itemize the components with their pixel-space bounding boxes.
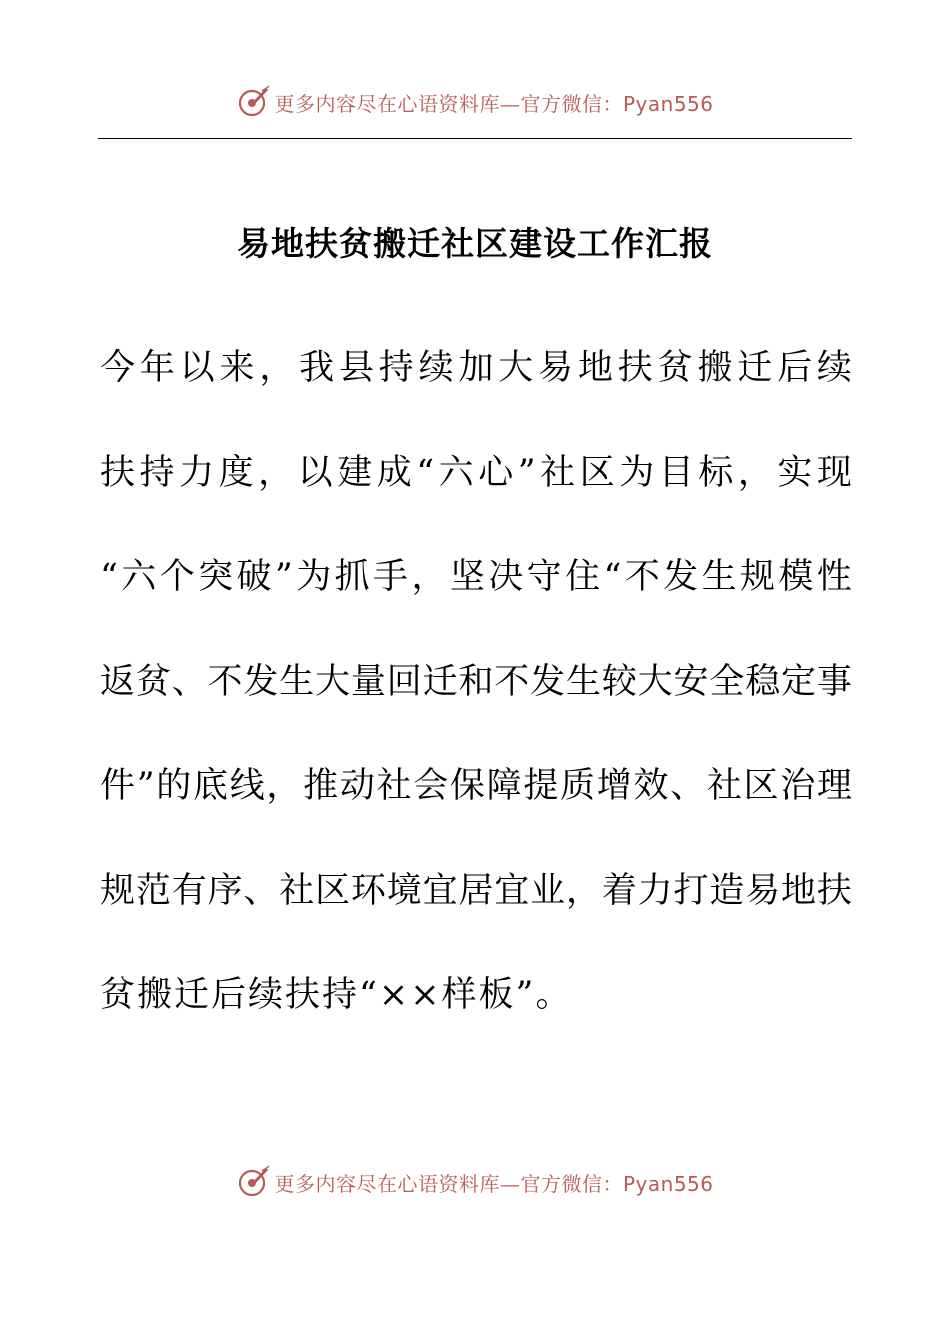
body-char: ， xyxy=(266,766,302,806)
body-char: 居 xyxy=(458,870,494,911)
body-char: 住 xyxy=(565,557,601,597)
body-char: 为 xyxy=(619,452,655,493)
body-char: 规 xyxy=(100,870,136,911)
body-char: “ xyxy=(416,452,435,493)
footer-wechat-handle: Pyan556 xyxy=(622,1171,714,1196)
body-line xyxy=(100,650,852,755)
body-char: 社 xyxy=(279,870,315,911)
body-char: 安 xyxy=(673,661,709,702)
body-char: 后 xyxy=(777,348,813,388)
body-char: 动 xyxy=(339,766,375,806)
body-char: 个 xyxy=(159,557,195,597)
body-char: 今 xyxy=(100,348,136,388)
body-char: 县 xyxy=(338,348,374,388)
body-char: 标 xyxy=(698,452,734,493)
body-char: 社 xyxy=(706,766,742,806)
body-char: 效 xyxy=(633,766,669,806)
body-char: 、 xyxy=(670,766,706,806)
body-char: ， xyxy=(737,452,773,493)
body-char: 扶 xyxy=(816,870,852,911)
body-char: 我 xyxy=(299,348,335,388)
body-char: 目 xyxy=(658,452,694,493)
body-char: 力 xyxy=(179,452,215,493)
body-char: 的 xyxy=(156,766,192,806)
body-char: 底 xyxy=(193,766,229,806)
header-divider xyxy=(98,138,852,139)
body-line xyxy=(100,336,852,441)
body-char: 会 xyxy=(413,766,449,806)
body-char: 心 xyxy=(478,452,514,493)
header-banner xyxy=(0,82,950,122)
body-char: 扶 xyxy=(100,452,136,493)
body-char: 生 xyxy=(565,661,601,702)
body-char: ” xyxy=(517,452,536,493)
body-char: 较 xyxy=(601,661,637,702)
body-char: 突 xyxy=(198,557,234,597)
body-char: ， xyxy=(565,870,601,911)
body-char: 社 xyxy=(376,766,412,806)
body-char: 扶 xyxy=(617,348,653,388)
body-char: 环 xyxy=(350,870,386,911)
body-char: 宜 xyxy=(422,870,458,911)
body-char: 事 xyxy=(816,661,852,702)
body-char: “ xyxy=(603,557,622,597)
body-char: 打 xyxy=(673,870,709,911)
document-body xyxy=(100,336,852,1068)
body-char: 量 xyxy=(350,661,386,702)
body-char: 建 xyxy=(337,452,373,493)
body-char: 发 xyxy=(663,557,699,597)
body-char: 决 xyxy=(488,557,524,597)
body-char: 搬 xyxy=(697,348,733,388)
body-line xyxy=(100,859,852,964)
header-banner-text xyxy=(274,88,713,117)
body-char: 造 xyxy=(709,870,745,911)
body-char: 为 xyxy=(296,557,332,597)
footer-banner xyxy=(0,1162,950,1202)
body-char: 以 xyxy=(297,452,333,493)
body-char: 成 xyxy=(376,452,412,493)
body-char: 发 xyxy=(530,661,566,702)
quill-circle-icon xyxy=(236,85,270,119)
header-wechat-label: 官方微信： xyxy=(520,91,623,116)
body-char: 生 xyxy=(279,661,315,702)
body-char: 易 xyxy=(538,348,574,388)
body-char: 度 xyxy=(218,452,254,493)
body-char: 六 xyxy=(121,557,157,597)
body-char: ” xyxy=(274,557,293,597)
body-char: 大 xyxy=(637,661,673,702)
body-char: 规 xyxy=(739,557,775,597)
body-char: 保 xyxy=(449,766,485,806)
body-char: 贫 xyxy=(135,661,171,702)
footer-brand: 更多内容尽在心语资料库 xyxy=(274,1171,500,1196)
body-char: 性 xyxy=(816,557,852,597)
body-char: 坚 xyxy=(449,557,485,597)
body-char: 境 xyxy=(386,870,422,911)
body-char: “ xyxy=(100,557,118,597)
body-char: 模 xyxy=(778,557,814,597)
body-line xyxy=(100,545,852,650)
body-char: 、 xyxy=(171,661,207,702)
body-char: 六 xyxy=(438,452,474,493)
body-char: 范 xyxy=(135,870,171,911)
body-char: 返 xyxy=(100,661,136,702)
body-line xyxy=(100,754,852,859)
body-char: 线 xyxy=(229,766,265,806)
body-char: 序 xyxy=(207,870,243,911)
body-char: 迁 xyxy=(737,348,773,388)
body-char: 实 xyxy=(777,452,813,493)
body-char: 质 xyxy=(560,766,596,806)
body-char: 年 xyxy=(139,348,175,388)
body-char: 守 xyxy=(526,557,562,597)
body-char: 稳 xyxy=(745,661,781,702)
body-char: 、 xyxy=(243,870,279,911)
body-char: 地 xyxy=(781,870,817,911)
body-char: ” xyxy=(136,766,155,806)
body-char: 障 xyxy=(486,766,522,806)
body-char: 易 xyxy=(745,870,781,911)
body-char: 大 xyxy=(315,661,351,702)
body-char: 社 xyxy=(540,452,576,493)
body-char: 区 xyxy=(579,452,615,493)
footer-separator: — xyxy=(499,1171,521,1196)
body-char: 推 xyxy=(303,766,339,806)
body-char: 着 xyxy=(601,870,637,911)
body-line: 贫搬迁后续扶持“××样板”。 xyxy=(100,975,573,1015)
body-char: 有 xyxy=(171,870,207,911)
body-char: 区 xyxy=(743,766,779,806)
body-char: 迁 xyxy=(422,661,458,702)
body-char: 业 xyxy=(530,870,566,911)
body-char: 力 xyxy=(637,870,673,911)
body-char: 增 xyxy=(596,766,632,806)
footer-wechat-label: 官方微信： xyxy=(520,1171,623,1196)
body-char: 续 xyxy=(418,348,454,388)
body-line xyxy=(100,441,852,546)
header-separator: — xyxy=(499,91,521,116)
body-char: 大 xyxy=(498,348,534,388)
body-char: 发 xyxy=(243,661,279,702)
header-wechat-handle: Pyan556 xyxy=(622,91,714,116)
body-char: 全 xyxy=(709,661,745,702)
body-char: 回 xyxy=(386,661,422,702)
body-char: 生 xyxy=(701,557,737,597)
body-char: 地 xyxy=(577,348,613,388)
footer-banner-text xyxy=(274,1168,713,1197)
body-char: 和 xyxy=(458,661,494,702)
body-char: 持 xyxy=(378,348,414,388)
header-brand: 更多内容尽在心语资料库 xyxy=(274,91,500,116)
body-char: 不 xyxy=(624,557,660,597)
body-char: 手 xyxy=(373,557,409,597)
body-char: 区 xyxy=(315,870,351,911)
body-char: ， xyxy=(259,348,295,388)
body-char: 宜 xyxy=(494,870,530,911)
body-char: 持 xyxy=(139,452,175,493)
body-char: 加 xyxy=(458,348,494,388)
body-char: 不 xyxy=(207,661,243,702)
body-char: ， xyxy=(411,557,447,597)
body-char: 现 xyxy=(816,452,852,493)
body-char: 件 xyxy=(100,766,136,806)
body-char: 提 xyxy=(523,766,559,806)
body-char: 以 xyxy=(179,348,215,388)
body-char: 理 xyxy=(816,766,852,806)
body-char: 治 xyxy=(780,766,816,806)
body-char: 不 xyxy=(494,661,530,702)
body-char: 来 xyxy=(219,348,255,388)
document-title: 易地扶贫搬迁社区建设工作汇报 xyxy=(237,224,713,263)
body-char: 定 xyxy=(781,661,817,702)
body-char: 贫 xyxy=(657,348,693,388)
body-char: 破 xyxy=(236,557,272,597)
body-char: 续 xyxy=(816,348,852,388)
body-char: 抓 xyxy=(334,557,370,597)
quill-circle-icon xyxy=(236,1165,270,1199)
body-char: ， xyxy=(258,452,294,493)
